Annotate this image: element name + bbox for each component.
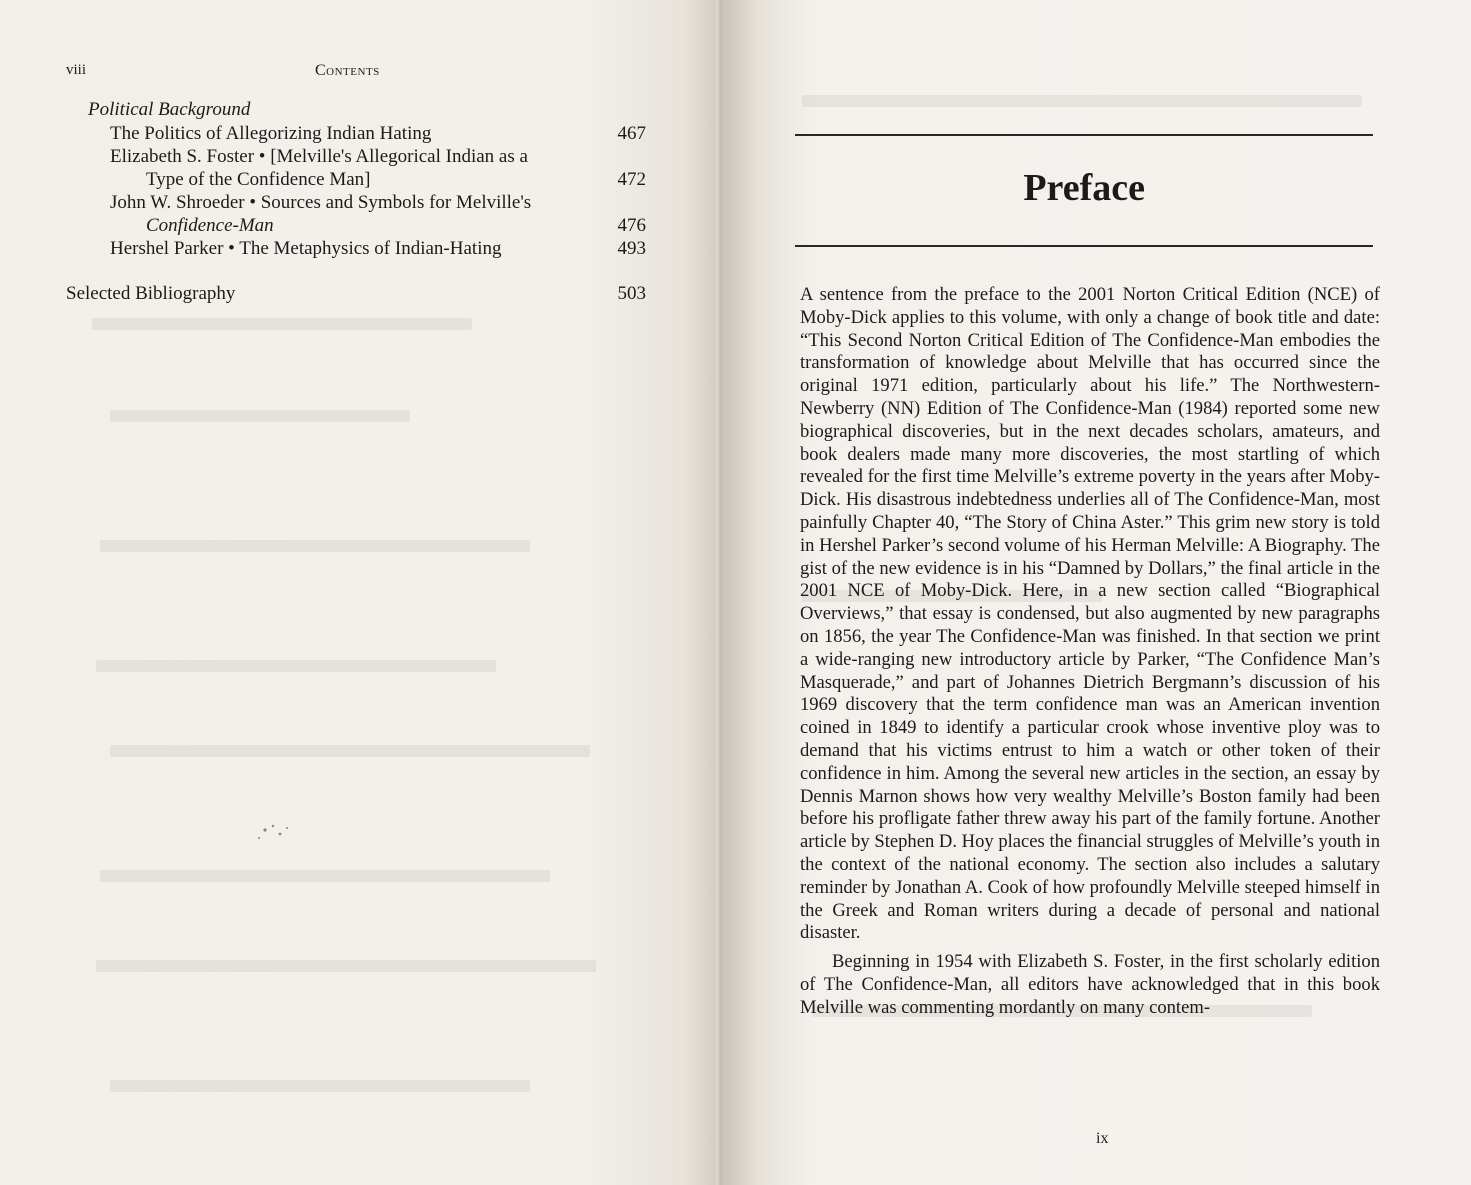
toc-entry-title: Selected Bibliography	[66, 283, 236, 304]
toc-entry-page: 467	[617, 123, 646, 144]
running-head-contents: Contents	[315, 62, 380, 79]
toc-entry-page: 476	[617, 215, 646, 236]
title-rule-top	[795, 134, 1373, 136]
toc-section-heading: Political Background	[88, 99, 251, 120]
toc-entry-title: John W. Shroeder • Sources and Symbols for Melville's	[110, 192, 532, 213]
paper-speck-marks	[245, 810, 305, 850]
left-page	[0, 0, 722, 1185]
toc-entry-title: The Politics of Allegorizing Indian Hating	[110, 123, 432, 144]
left-folio: viii	[66, 62, 87, 78]
toc-entry-page: 472	[617, 169, 646, 190]
right-folio: ix	[1096, 1130, 1109, 1147]
toc-entry-page: 503	[617, 283, 646, 304]
table-of-contents	[66, 98, 646, 305]
preface-paragraph-2: Beginning in 1954 with Elizabeth S. Foster, in the first scholarly edition of The Confidence-Man, all editors have acknowledged that in this book Melville was commenting mordantly on many contem-	[800, 951, 1380, 1018]
toc-entry	[66, 145, 646, 168]
preface-paragraph-1: A sentence from the preface to the 2001 Norton Critical Edition (NCE) of Moby-Dick applies to this volume, with only a change of book title and date: “This Second Norton Critical Edition of The Confidence-Man embodies the transformation of knowledge about Melville that has occurred since the original 1971 edition, particularly about his life.” The Northwestern-Newberry (NN) Edition of The Confidence-Man (1984) reported some new biographical discoveries, but in the next decades scholars, amateurs, and book dealers made many more discoveries, the most startling of which revealed for the first time Melville’s extreme poverty in the years after Moby-Dick. His disastrous indebtedness underlies all of The Confidence-Man, most painfully Chapter 40, “The Story of China Aster.” This grim new story is told in Hershel Parker’s second volume of his Herman Melville: A Biography. The gist of the new evidence is in his “Damned by Dollars,” the final article in the 2001 NCE of Moby-Dick. Here, in a new section called “Biographical Overviews,” that essay is condensed, but also augmented by new paragraphs on 1856, the year The Confidence-Man was finished. In that section we print a wide-ranging new introductory article by Parker, “The Confidence Man’s Masquerade,” and part of Johannes Dietrich Bergmann’s discussion of his 1969 discovery that the term confidence man was an American invention coined in 1849 to identify a particular crook whose inventive ploy was to demand that his victims entrust to him a watch or other token of their confidence in him. Among the several new articles in the section, an essay by Dennis Marnon shows how very wealthy Melville’s Boston family had been before his profligate father threw away his part of the family fortune. Another article by Stephen D. Hoy places the financial struggles of Melville’s youth in the context of the national economy. The section also includes a salutary reminder by Jonathan A. Cook of how profoundly Melville steeped himself in the Greek and Roman writers during a decade of personal and national disaster.	[800, 284, 1380, 944]
page-title: Preface	[1023, 167, 1145, 209]
toc-entry-title: Elizabeth S. Foster • [Melville's Allegorical Indian as a	[110, 146, 528, 167]
toc-entry-page: 493	[617, 238, 646, 259]
toc-entry-continuation	[66, 214, 646, 237]
title-rule-bottom	[795, 245, 1373, 247]
toc-entry	[66, 237, 646, 260]
toc-entry-title-cont: Confidence-Man	[146, 215, 274, 236]
toc-entry	[66, 191, 646, 214]
toc-entry-continuation	[66, 168, 646, 191]
toc-entry	[66, 122, 646, 145]
toc-entry-title: Hershel Parker • The Metaphysics of Indian-Hating	[110, 238, 502, 259]
toc-entry-bibliography	[66, 282, 646, 305]
preface-body	[800, 284, 1380, 1020]
toc-entry-title-cont: Type of the Confidence Man]	[146, 169, 371, 190]
